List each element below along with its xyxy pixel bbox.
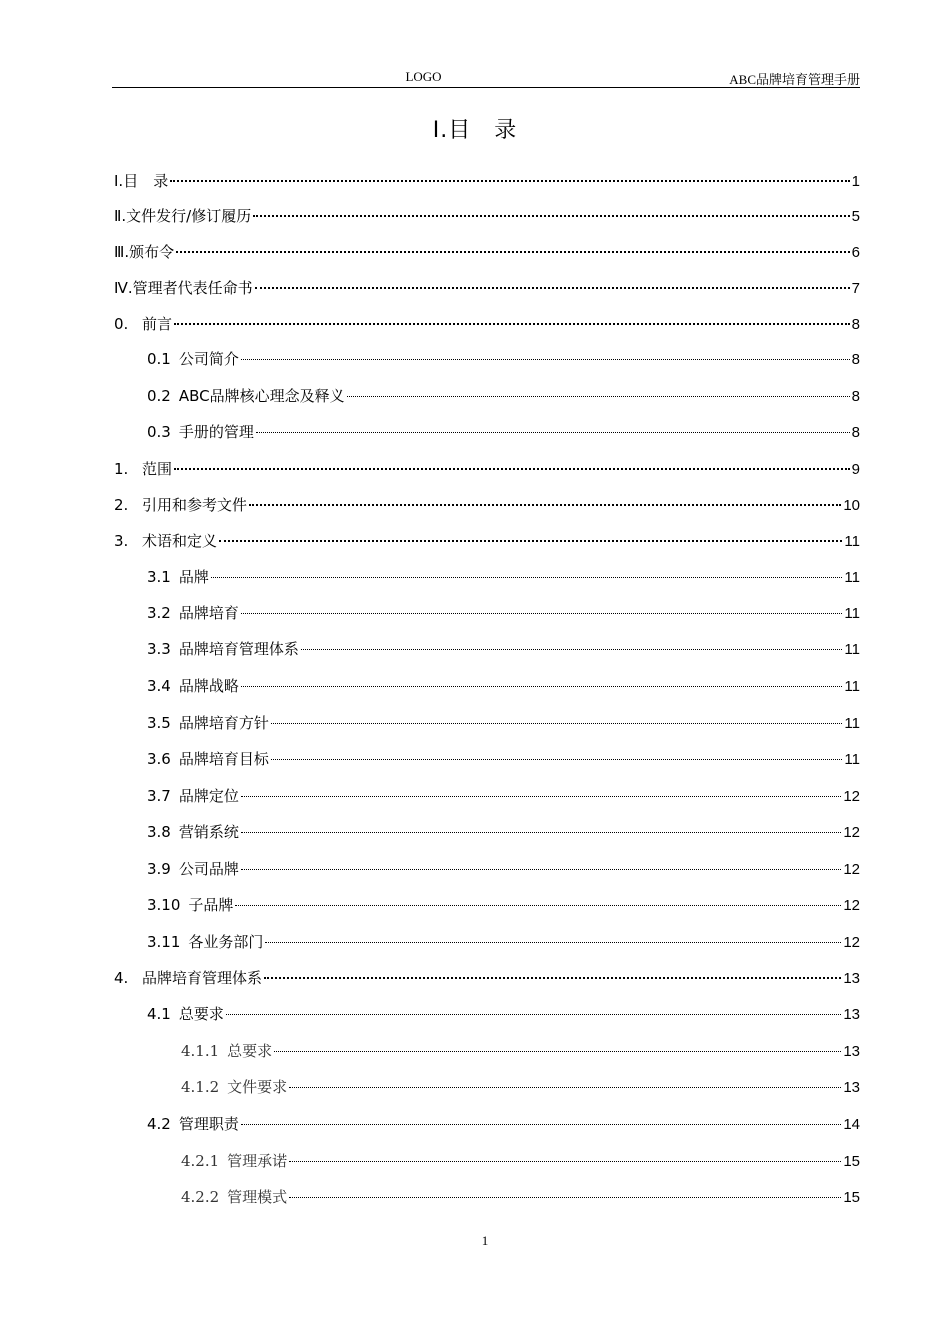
- toc-entry-number: 3.4: [147, 677, 171, 695]
- toc-entry-label: 手册的管理: [178, 423, 254, 441]
- toc-entry-number: 3.1: [147, 568, 171, 586]
- toc-entry[interactable]: [0, 566, 860, 588]
- toc-entry-number: 4.2: [147, 1115, 171, 1133]
- toc-entry-number: 3.: [114, 532, 129, 550]
- toc-entry-number: 4.1: [147, 1005, 171, 1023]
- toc-dot-leader: [249, 494, 841, 506]
- toc-entry-page: 8: [851, 351, 860, 368]
- toc-entry-number: 4.1.1: [181, 1042, 220, 1060]
- toc-entry-page: 1: [851, 173, 860, 190]
- toc-entry-number: 3.9: [147, 860, 171, 878]
- toc-entry-label: ABC品牌核心理念及释义: [178, 387, 345, 405]
- toc-dot-leader: [274, 1041, 841, 1052]
- toc-entry-number: 0.1: [147, 350, 171, 368]
- toc-entry[interactable]: [0, 170, 860, 192]
- toc-entry-number: Ⅱ.: [114, 207, 127, 225]
- toc-entry-label: 品牌战略: [178, 677, 239, 695]
- toc-entry-label: 公司品牌: [178, 860, 239, 878]
- toc-dot-leader: [255, 277, 850, 289]
- toc-entry-page: 5: [851, 208, 860, 225]
- toc-entry-label: 总要求: [178, 1005, 224, 1023]
- toc-entry-page: 13: [843, 1079, 860, 1096]
- toc-dot-leader: [241, 603, 843, 614]
- toc-dot-leader: [241, 822, 841, 833]
- toc-entry[interactable]: [0, 421, 860, 443]
- toc-dot-leader: [219, 530, 842, 542]
- toc-entry[interactable]: [0, 858, 860, 880]
- toc-entry-number: 0.3: [147, 423, 171, 441]
- toc-entry[interactable]: [0, 1150, 860, 1172]
- toc-entry-page: 7: [851, 280, 860, 297]
- toc-dot-leader: [174, 458, 850, 470]
- toc-entry-number: 4.2.2: [181, 1188, 220, 1206]
- toc-entry-page: 11: [844, 678, 860, 695]
- toc-entry-label: 品牌培育: [178, 604, 239, 622]
- toc-dot-leader: [226, 1004, 841, 1015]
- toc-entry[interactable]: [0, 894, 860, 916]
- toc-entry[interactable]: [0, 602, 860, 624]
- toc-entry-page: 8: [851, 424, 860, 441]
- toc-dot-leader: [271, 713, 843, 724]
- toc-entry[interactable]: [0, 931, 860, 953]
- toc-entry-label: 总要求: [227, 1042, 273, 1060]
- toc-entry[interactable]: [0, 675, 860, 697]
- toc-entry[interactable]: [0, 785, 860, 807]
- toc-dot-leader: [256, 422, 850, 433]
- toc-dot-leader: [289, 1077, 841, 1088]
- toc-entry-number: 4.: [114, 969, 129, 987]
- toc-dot-leader: [301, 639, 843, 650]
- toc-entry-number: 3.10: [147, 896, 181, 914]
- toc-entry[interactable]: [0, 494, 860, 516]
- toc-entry-page: 13: [843, 1043, 860, 1060]
- toc-dot-leader: [289, 1187, 841, 1198]
- toc-entry-page: 8: [851, 388, 860, 405]
- toc-entry-page: 10: [843, 497, 860, 514]
- toc-dot-leader: [264, 967, 841, 979]
- toc-entry[interactable]: [0, 205, 860, 227]
- toc-entry[interactable]: [0, 348, 860, 370]
- toc-entry[interactable]: [0, 821, 860, 843]
- toc-entry-label: 各业务部门: [188, 933, 264, 951]
- toc-entry-number: Ⅲ.: [114, 243, 130, 261]
- toc-entry[interactable]: [0, 1003, 860, 1025]
- toc-dot-leader: [347, 386, 850, 397]
- toc-entry-number: 1.: [114, 460, 129, 478]
- toc-entry-number: 3.6: [147, 750, 171, 768]
- toc-entry-page: 11: [844, 533, 860, 550]
- toc-entry-number: 3.8: [147, 823, 171, 841]
- toc-entry-page: 12: [843, 824, 860, 841]
- toc-entry-label: 文件发行/修订履历: [126, 207, 252, 225]
- toc-entry-number: 3.2: [147, 604, 171, 622]
- toc-entry-page: 9: [851, 461, 860, 478]
- toc-entry-page: 11: [844, 715, 860, 732]
- toc-entry[interactable]: [0, 1076, 860, 1098]
- toc-entry[interactable]: [0, 530, 860, 552]
- toc-entry-page: 11: [844, 605, 860, 622]
- toc-entry-number: 2.: [114, 496, 129, 514]
- footer-page-number: 1: [481, 1233, 489, 1248]
- toc-entry-page: 15: [843, 1153, 860, 1170]
- toc-entry-label: 范围: [142, 460, 173, 478]
- toc-entry-page: 14: [843, 1116, 860, 1133]
- toc-entry-label: 品牌培育目标: [178, 750, 269, 768]
- toc-entry-page: 15: [843, 1189, 860, 1206]
- toc-dot-leader: [170, 170, 849, 182]
- toc-entry-label: 前言: [142, 315, 173, 333]
- toc-entry[interactable]: [0, 241, 860, 263]
- toc-entry-page: 12: [843, 788, 860, 805]
- toc-entry-label: 管理职责: [178, 1115, 239, 1133]
- toc-entry-label: 颁布令: [129, 243, 175, 261]
- header-logo: LOGO: [405, 69, 442, 84]
- toc-entry-label: 管理者代表任命书: [132, 279, 253, 297]
- toc-entry-label: 术语和定义: [142, 532, 218, 550]
- toc-entry-label: 营销系统: [178, 823, 239, 841]
- toc-entry-page: 12: [843, 861, 860, 878]
- toc-entry-number: 3.7: [147, 787, 171, 805]
- toc-dot-leader: [241, 1114, 841, 1125]
- toc-dot-leader: [241, 676, 843, 687]
- toc-entry-label: 品牌培育管理体系: [142, 969, 263, 987]
- toc-entry[interactable]: [0, 638, 860, 660]
- toc-entry-number: 3.11: [147, 933, 181, 951]
- toc-entry[interactable]: [0, 385, 860, 407]
- toc-entry-page: 12: [843, 934, 860, 951]
- header-document-title: ABC品牌培育管理手册: [729, 72, 860, 87]
- toc-entry-page: 11: [844, 751, 860, 768]
- toc-entry-page: 12: [843, 897, 860, 914]
- toc-entry-label: 品牌培育管理体系: [178, 640, 299, 658]
- toc-entry-label: 文件要求: [227, 1078, 288, 1096]
- toc-entry[interactable]: [0, 1113, 860, 1135]
- toc-entry-number: 4.2.1: [181, 1152, 220, 1170]
- toc-entry-number: 0.2: [147, 387, 171, 405]
- toc-entry[interactable]: [0, 313, 860, 335]
- toc-dot-leader: [265, 932, 841, 943]
- toc-entry-label: 公司简介: [178, 350, 239, 368]
- toc-entry-label: 目 录: [123, 172, 169, 190]
- toc-entry-label: 管理承诺: [227, 1152, 288, 1170]
- toc-entry-page: 11: [844, 569, 860, 586]
- toc-dot-leader: [241, 349, 850, 360]
- toc-entry-number: 3.3: [147, 640, 171, 658]
- toc-dot-leader: [289, 1151, 841, 1162]
- toc-entry-page: 13: [843, 1006, 860, 1023]
- toc-entry[interactable]: [0, 967, 860, 989]
- toc-entry-page: 11: [844, 641, 860, 658]
- toc-dot-leader: [235, 895, 841, 906]
- toc-entry-page: 6: [851, 244, 860, 261]
- toc-dot-leader: [176, 241, 850, 253]
- toc-entry-number: Ⅰ.: [114, 172, 124, 190]
- toc-entry-number: 4.1.2: [181, 1078, 220, 1096]
- toc-dot-leader: [241, 786, 841, 797]
- toc-entry-label: 管理模式: [227, 1188, 288, 1206]
- toc-entry-number: 0.: [114, 315, 129, 333]
- toc-entry[interactable]: [0, 1040, 860, 1062]
- toc-entry-number: 3.5: [147, 714, 171, 732]
- toc-dot-leader: [241, 859, 841, 870]
- toc-heading: Ⅰ.目 录: [432, 118, 518, 143]
- toc-entry-number: Ⅳ.: [114, 279, 133, 297]
- toc-entry[interactable]: [0, 458, 860, 480]
- toc-entry-label: 子品牌: [188, 896, 234, 914]
- toc-entry-label: 品牌: [178, 568, 209, 586]
- toc-dot-leader: [211, 567, 843, 578]
- toc-entry-label: 品牌培育方针: [178, 714, 269, 732]
- toc-entry-page: 8: [851, 316, 860, 333]
- toc-entry-page: 13: [843, 970, 860, 987]
- toc-entry[interactable]: [0, 1186, 860, 1208]
- toc-dot-leader: [253, 205, 849, 217]
- toc-dot-leader: [271, 749, 843, 760]
- toc-entry[interactable]: [0, 748, 860, 770]
- toc-entry[interactable]: [0, 712, 860, 734]
- toc-dot-leader: [174, 313, 850, 325]
- toc-entry-label: 引用和参考文件: [142, 496, 248, 514]
- toc-entry[interactable]: [0, 277, 860, 299]
- toc-entry-label: 品牌定位: [178, 787, 239, 805]
